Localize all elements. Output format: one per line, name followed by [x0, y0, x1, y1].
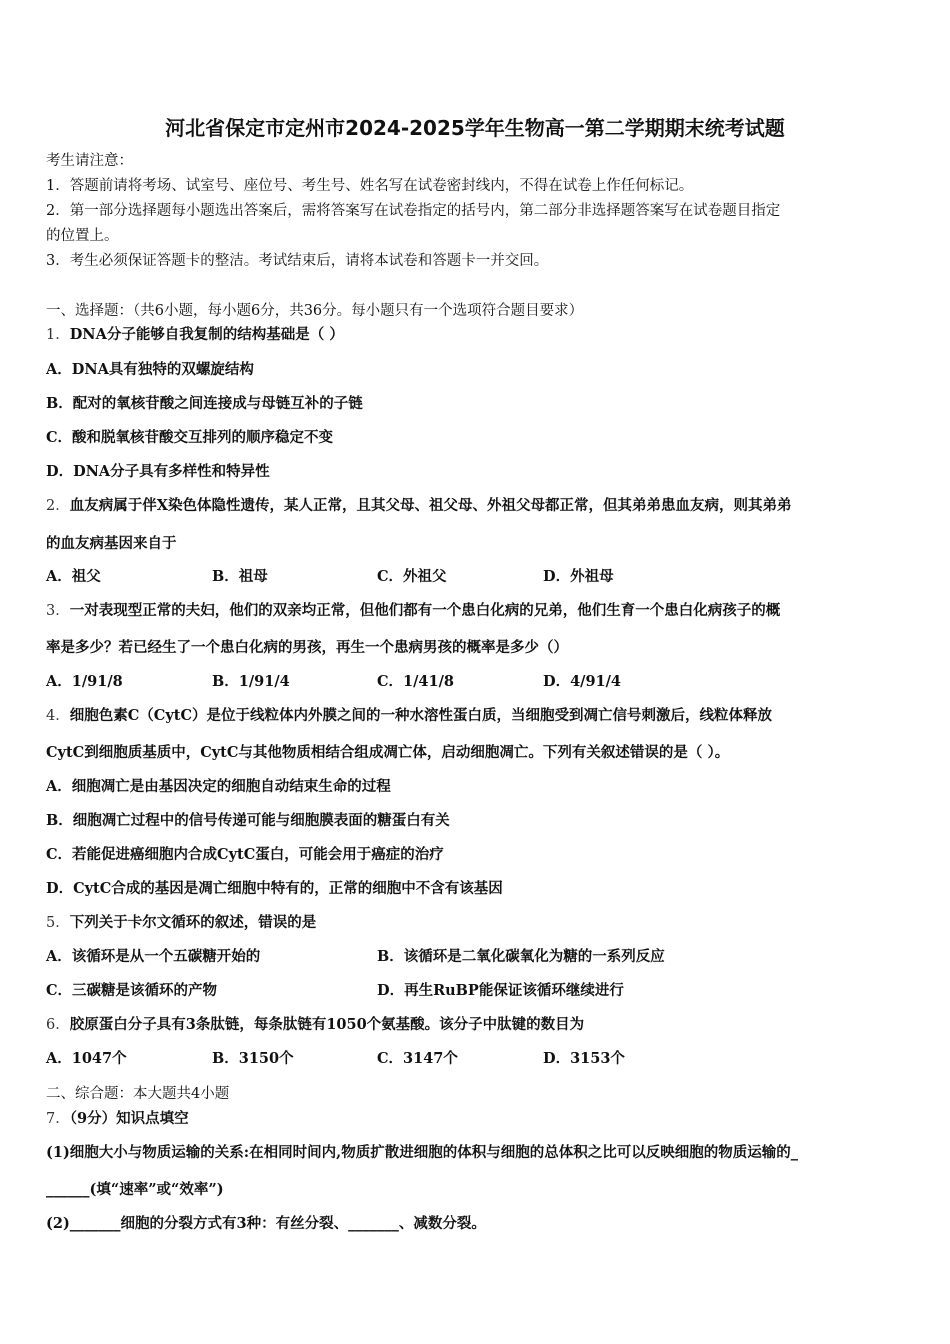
q1-option-a: A．DNA具有独特的双螺旋结构 [46, 361, 254, 378]
q3-option-d: D．4/91/4 [543, 673, 622, 690]
notice-heading: 考生请注意： [46, 153, 133, 169]
q3-option-b: B．1/91/4 [212, 673, 290, 690]
question-number: 2． [46, 498, 70, 514]
question-number: 5． [46, 915, 70, 931]
q5-option-b: B．该循环是二氧化碳氧化为糖的一系列反应 [377, 948, 665, 965]
q4-option-c: C．若能促进癌细胞内合成CytC蛋白，可能会用于癌症的治疗 [46, 846, 444, 863]
notice-item: 1．答题前请将考场、试室号、座位号、考生号、姓名写在试卷密封线内，不得在试卷上作任何标记。 [46, 178, 694, 194]
question-stem: 细胞色素C（CytC）是位于线粒体内外膜之间的一种水溶性蛋白质，当细胞受到凋亡信号刺激后，线粒体释放 [69, 707, 772, 724]
question-stem-continued: 率是多少？若已经生了一个患白化病的男孩，再生一个患病男孩的概率是多少（） [46, 639, 568, 656]
question-stem-continued: CytC到细胞质基质中，CytC与其他物质相结合组成凋亡体，启动细胞凋亡。下列有关叙述错误的是（ ）。 [46, 744, 730, 761]
question-stem: 一对表现型正常的夫妇，他们的双亲均正常，但他们都有一个患白化病的兄弟，他们生育一个患白化病孩子的概 [69, 602, 781, 619]
q1-option-d: D．DNA分子具有多样性和特异性 [46, 463, 270, 480]
question-3 [46, 602, 780, 620]
q2-option-a: A．祖父 [46, 568, 101, 585]
question-number: 1． [46, 327, 70, 343]
q4-option-b: B．细胞凋亡过程中的信号传递可能与细胞膜表面的糖蛋白有关 [46, 812, 450, 829]
q4-option-d: D．CytC合成的基因是凋亡细胞中特有的，正常的细胞中不含有该基因 [46, 880, 503, 897]
question-5 [46, 914, 316, 932]
q3-option-c: C．1/41/8 [377, 673, 454, 690]
notice-item: 3．考生必须保证答题卡的整洁。考试结束后，请将本试卷和答题卡一并交回。 [46, 253, 549, 269]
q3-option-a: A．1/91/8 [46, 673, 123, 690]
q5-option-c: C．三碳糖是该循环的产物 [46, 982, 218, 999]
q6-option-a: A．1047个 [46, 1050, 127, 1067]
q4-option-a: A．细胞凋亡是由基因决定的细胞自动结束生命的过程 [46, 778, 391, 795]
question-number: 7． [46, 1111, 70, 1127]
question-2 [46, 497, 791, 515]
question-stem: 血友病属于伴X染色体隐性遗传，某人正常，且其父母、祖父母、外祖父母都正常，但其弟弟患血友病，则其弟弟 [69, 497, 792, 514]
question-number: 3． [46, 603, 70, 619]
q2-option-b: B．祖母 [212, 568, 268, 585]
question-stem: 胶原蛋白分子具有3条肽链，每条肽链有1050个氨基酸。该分子中肽键的数目为 [69, 1016, 585, 1033]
q6-option-d: D．3153个 [543, 1050, 625, 1067]
question-1 [46, 326, 344, 344]
q7-part-1-continued: ______(填“速率”或“效率”) [46, 1181, 224, 1198]
q5-option-d: D．再生RuBP能保证该循环继续进行 [377, 982, 624, 999]
q7-part-1: (1)细胞大小与物质运输的关系:在相同时间内,物质扩散进细胞的体积与细胞的总体积之比可以反映细胞的物质运输的_ [46, 1144, 798, 1161]
q2-option-d: D．外祖母 [543, 568, 614, 585]
question-4 [46, 707, 772, 725]
q7-part-2: (2)_______细胞的分裂方式有3种：有丝分裂、_______、减数分裂。 [46, 1215, 486, 1232]
q5-option-a: A．该循环是从一个五碳糖开始的 [46, 948, 261, 965]
question-6 [46, 1016, 584, 1034]
q1-option-b: B．配对的氧核苷酸之间连接成与母链互补的子链 [46, 395, 363, 412]
question-stem: （9分）知识点填空 [69, 1110, 189, 1127]
q1-option-c: C．酸和脱氧核苷酸交互排列的顺序稳定不变 [46, 429, 334, 446]
q2-option-c: C．外祖父 [377, 568, 447, 585]
notice-item: 2．第一部分选择题每小题选出答案后，需将答案写在试卷指定的括号内，第二部分非选择题答案写在试卷题目指定 [46, 203, 781, 219]
question-number: 6． [46, 1017, 70, 1033]
question-stem: DNA分子能够自我复制的结构基础是（ ） [69, 326, 344, 343]
question-7 [46, 1110, 189, 1128]
section2-heading: 二、综合题：本大题共4小题 [46, 1086, 230, 1102]
notice-item: 的位置上。 [46, 228, 119, 244]
q6-option-c: C．3147个 [377, 1050, 458, 1067]
question-number: 4． [46, 708, 70, 724]
question-stem-continued: 的血友病基因来自于 [46, 535, 177, 552]
page-title: 河北省保定市定州市2024-2025学年生物高一第二学期期末统考试题 [165, 116, 785, 140]
q6-option-b: B．3150个 [212, 1050, 294, 1067]
section1-heading: 一、选择题：（共6小题，每小题6分，共36分。每小题只有一个选项符合题目要求） [46, 303, 584, 319]
question-stem: 下列关于卡尔文循环的叙述，错误的是 [69, 914, 317, 931]
